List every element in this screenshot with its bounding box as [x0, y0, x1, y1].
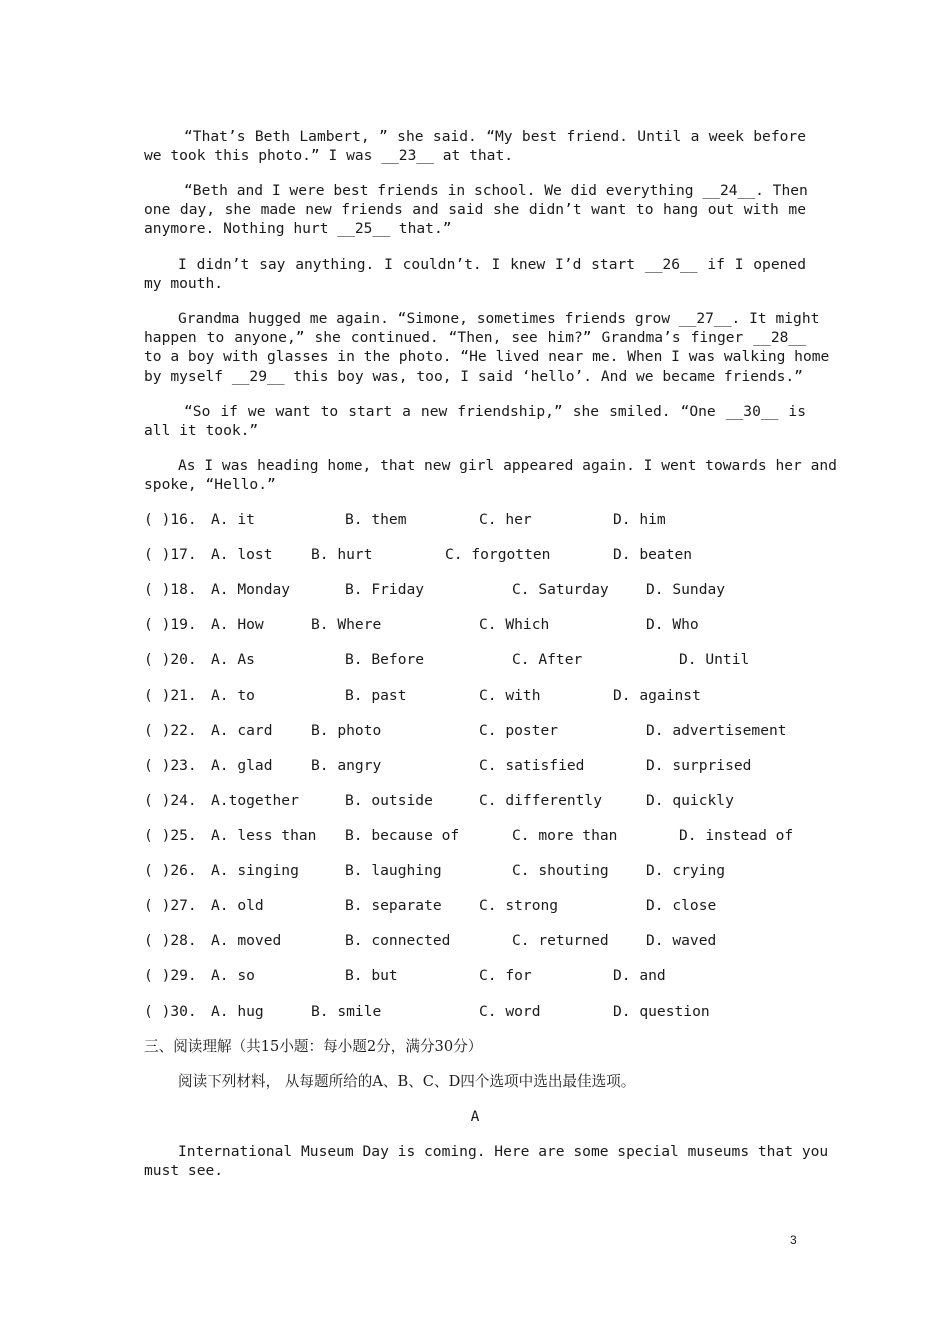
section-instruction: 阅读下列材料， 从每题所给的A、B、C、D四个选项中选出最佳选项。 [178, 1073, 636, 1090]
option-b: B. laughing [345, 862, 442, 879]
option-d: D. surprised [646, 757, 752, 774]
text-line: Grandma hugged me again. “Simone, sometimes friends grow __27__. It might [178, 310, 820, 327]
page-number: 3 [790, 1233, 797, 1247]
question-row [144, 545, 693, 565]
option-d: D. Who [646, 616, 699, 633]
text-line: spoke, “Hello.” [144, 476, 276, 494]
passage-paragraph [144, 181, 806, 239]
option-c: C. for [479, 967, 532, 984]
option-c: C. returned [512, 932, 609, 949]
option-a: A. card [211, 722, 273, 739]
question-number: ( )30. [144, 1003, 197, 1020]
question-number: ( )29. [144, 967, 197, 984]
option-d: D. close [646, 897, 717, 914]
option-c: C. differently [479, 792, 603, 809]
question-row [144, 1002, 710, 1022]
question-number: ( )19. [144, 616, 197, 633]
question-row [144, 896, 717, 916]
option-a: A. How [211, 616, 264, 633]
option-b: B. but [345, 967, 398, 984]
option-b: B. outside [345, 792, 433, 809]
question-row [144, 580, 726, 600]
option-d: D. against [613, 687, 701, 704]
option-d: D. question [613, 1003, 710, 1020]
question-number: ( )24. [144, 792, 197, 809]
question-row [144, 686, 701, 706]
option-d: D. quickly [646, 792, 734, 809]
question-number: ( )17. [144, 546, 197, 563]
question-row [144, 721, 787, 741]
text-line: I didn’t say anything. I couldn’t. I knew I’d start __26__ if I opened [178, 256, 806, 273]
option-a: A. less than [211, 827, 317, 844]
text-line: we took this photo.” I was __23__ at that. [144, 147, 514, 165]
text-line: must see. [144, 1162, 224, 1180]
option-a: A. to [211, 687, 255, 704]
option-d: D. instead of [679, 827, 794, 844]
text-line: As I was heading home, that new girl appeared again. I went towards her and [178, 457, 837, 474]
option-a: A. hug [211, 1003, 264, 1020]
option-c: C. shouting [512, 862, 609, 879]
option-c: C. poster [479, 722, 559, 739]
option-a: A. moved [211, 932, 282, 949]
question-number: ( )25. [144, 827, 197, 844]
question-row [144, 931, 717, 951]
option-b: B. past [345, 687, 407, 704]
option-b: B. angry [311, 757, 382, 774]
option-b: B. connected [345, 932, 451, 949]
passage-paragraph [144, 255, 806, 293]
option-d: D. advertisement [646, 722, 787, 739]
option-b: B. separate [345, 897, 442, 914]
option-a: A. singing [211, 862, 299, 879]
option-c: C. strong [479, 897, 559, 914]
text-line: by myself __29__ this boy was, too, I said ‘hello’. And we became friends.” [144, 367, 803, 385]
option-c: C. word [479, 1003, 541, 1020]
text-line: anymore. Nothing hurt __25__ that.” [144, 220, 452, 238]
text-line: “Beth and I were best friends in school. We did everything __24__. Then [184, 182, 808, 199]
passage-paragraph [144, 309, 830, 386]
option-a: A. it [211, 511, 255, 528]
option-d: D. Until [679, 651, 750, 668]
passage-paragraph [144, 1142, 829, 1180]
question-number: ( )27. [144, 897, 197, 914]
question-row [144, 826, 794, 846]
text-line: “That’s Beth Lambert, ” she said. “My best friend. Until a week before [184, 128, 806, 145]
question-row [144, 510, 666, 530]
question-row [144, 966, 666, 986]
question-number: ( )26. [144, 862, 197, 879]
question-number: ( )21. [144, 687, 197, 704]
question-number: ( )16. [144, 511, 197, 528]
option-c: C. Which [479, 616, 550, 633]
question-row [144, 650, 750, 670]
text-line: all it took.” [144, 422, 259, 440]
option-d: D. crying [646, 862, 726, 879]
text-line: one day, she made new friends and said she didn’t want to hang out with me [144, 201, 806, 219]
option-d: D. beaten [613, 546, 693, 563]
option-a: A.together [211, 792, 299, 809]
question-row [144, 861, 726, 881]
section-heading: 三、阅读理解（共15小题：每小题2分，满分30分） [144, 1038, 483, 1055]
option-c: C. After [512, 651, 583, 668]
text-line: my mouth. [144, 275, 224, 293]
option-b: B. Before [345, 651, 425, 668]
question-number: ( )20. [144, 651, 197, 668]
part-label: A [470, 1108, 480, 1125]
question-number: ( )23. [144, 757, 197, 774]
option-d: D. Sunday [646, 581, 726, 598]
option-c: C. Saturday [512, 581, 609, 598]
option-a: A. Monday [211, 581, 291, 598]
passage-paragraph [144, 456, 837, 494]
text-line: to a boy with glasses in the photo. “He lived near me. When I was walking home [144, 348, 830, 366]
option-b: B. Friday [345, 581, 425, 598]
option-d: D. waved [646, 932, 717, 949]
passage-paragraph [144, 402, 806, 440]
option-d: D. him [613, 511, 666, 528]
option-a: A. As [211, 651, 255, 668]
option-c: C. more than [512, 827, 618, 844]
question-row [144, 756, 752, 776]
question-number: ( )28. [144, 932, 197, 949]
question-row [144, 615, 699, 635]
option-c: C. with [479, 687, 541, 704]
question-row [144, 791, 734, 811]
text-line: happen to anyone,” she continued. “Then, see him?” Grandma’s finger __28__ [144, 329, 806, 347]
text-line: “So if we want to start a new friendship,” she smiled. “One __30__ is [184, 403, 806, 420]
text-line: International Museum Day is coming. Here are some special museums that you [178, 1143, 829, 1160]
question-number: ( )18. [144, 581, 197, 598]
option-c: C. her [479, 511, 532, 528]
option-a: A. so [211, 967, 255, 984]
question-number: ( )22. [144, 722, 197, 739]
option-c: C. satisfied [479, 757, 585, 774]
option-b: B. photo [311, 722, 382, 739]
option-b: B. them [345, 511, 407, 528]
option-c: C. forgotten [445, 546, 551, 563]
passage-paragraph [144, 127, 806, 165]
option-b: B. Where [311, 616, 382, 633]
option-d: D. and [613, 967, 666, 984]
option-b: B. hurt [311, 546, 373, 563]
option-b: B. because of [345, 827, 460, 844]
option-b: B. smile [311, 1003, 382, 1020]
option-a: A. lost [211, 546, 273, 563]
option-a: A. glad [211, 757, 273, 774]
option-a: A. old [211, 897, 264, 914]
